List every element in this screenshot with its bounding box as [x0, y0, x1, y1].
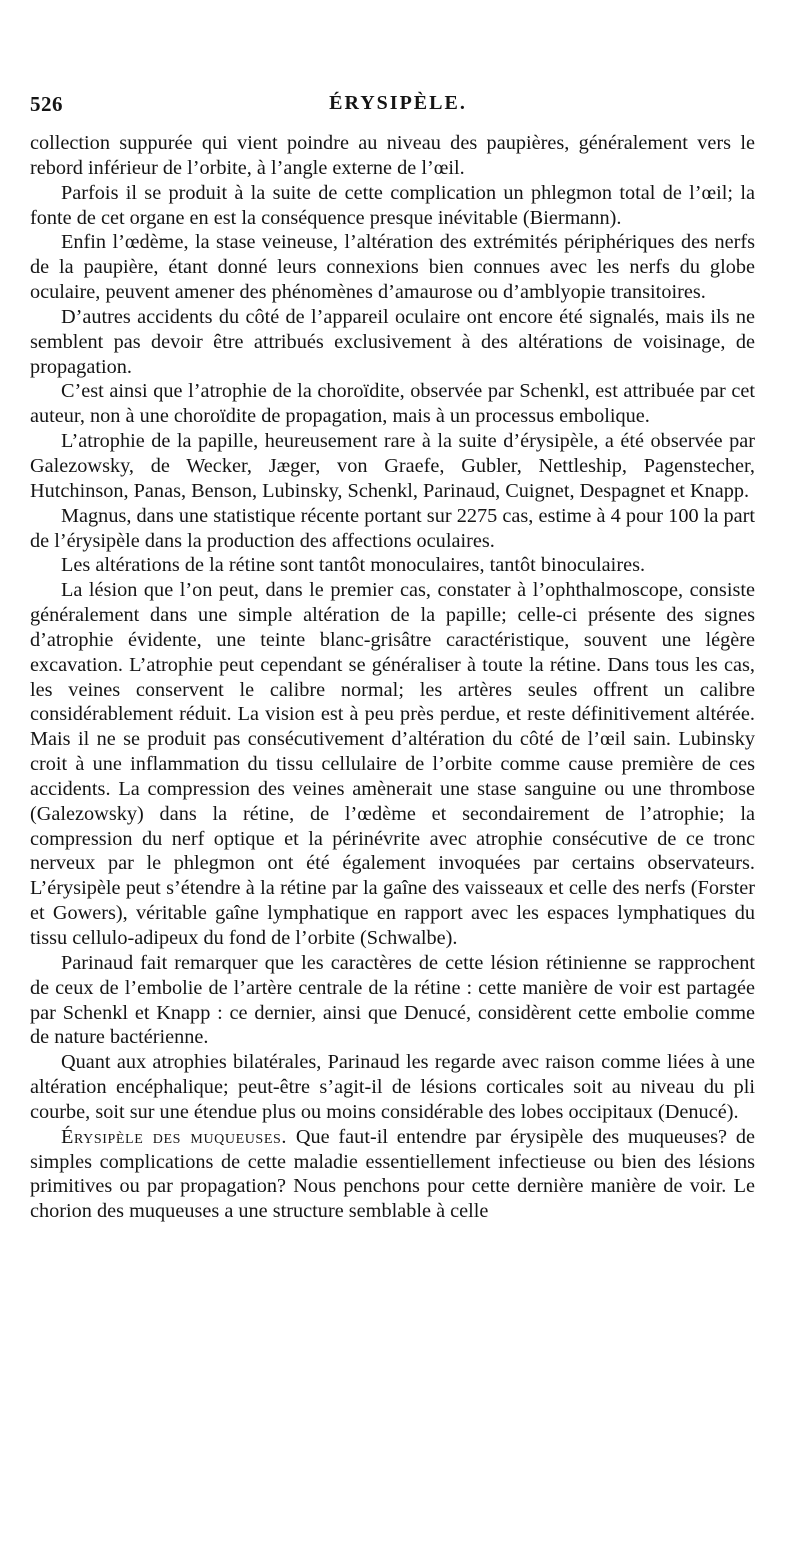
paragraph: Enfin l’œdème, la stase veineuse, l’altération des extrémités périphériques des nerfs de la paupière, étant donné leurs connexions bien connues avec les nerfs du globe oculaire, peuvent amener des phénomènes d’amaurose ou d’amblyopie transitoires. — [30, 231, 755, 304]
paragraph: Quant aux atrophies bilatérales, Parinaud les regarde avec raison comme liées à une altération encéphalique; peut-être s’agit-il de lésions corticales soit au niveau du pli courbe, soit sur une étendue plus ou moins considérable des lobes occipitaux (Denucé). — [30, 1051, 755, 1123]
section-text: Que faut-il entendre par érysipèle des muqueuses? de simples complications de cette maladie essentiellement infectieuse ou bien des lésions primitives ou par propagation? Nous penchons pour cette dernière manière de voir. Le chorion des muqueuses a une structure semblable à celle — [30, 1125, 755, 1223]
body-text — [30, 131, 755, 1224]
paragraph: D’autres accidents du côté de l’appareil oculaire ont encore été signalés, mais ils ne semblent pas devoir être attribués exclusivement à des altérations de voisinage, de propagation. — [30, 305, 755, 378]
paragraph-continued: collection suppurée qui vient poindre au niveau des paupières, généralement vers le rebord inférieur de l’orbite, à l’angle externe de l’œil. — [30, 132, 755, 179]
section-heading: Érysipèle des muqueuses. — [61, 1125, 288, 1148]
section-paragraph — [30, 1125, 755, 1224]
running-title: ÉRYSIPÈLE. — [329, 92, 467, 114]
paragraph: C’est ainsi que l’atrophie de la choroïdite, observée par Schenkl, est attribuée par cet auteur, non à une choroïdite de propagation, mais à un processus embolique. — [30, 380, 755, 428]
paragraph: L’atrophie de la papille, heureusement rare à la suite d’érysipèle, a été observée par Galezowsky, de Wecker, Jæger, von Graefe, Gubler, Nettleship, Pagenstecher, Hutchinson, Panas, Benson, Lubinsky, Schenkl, Parinaud, Cuignet, Despagnet et Knapp. — [30, 430, 755, 502]
paragraph: Magnus, dans une statistique récente portant sur 2275 cas, estime à 4 pour 100 la part de l’érysipèle dans la production des affections oculaires. — [30, 504, 755, 552]
page-header — [30, 92, 766, 126]
page-number: 526 — [30, 92, 63, 116]
paragraph: Parinaud fait remarquer que les caractères de cette lésion rétinienne se rapprochent de ceux de l’embolie de l’artère centrale de la rétine : cette manière de voir est partagée par Schenkl et Knapp : ce dernier, ainsi que Denucé, considèrent cette embolie comme de nature bactérienne. — [30, 951, 755, 1049]
paragraph: Les altérations de la rétine sont tantôt monoculaires, tantôt binoculaires. — [61, 554, 646, 577]
paragraph: Parfois il se produit à la suite de cette complication un phlegmon total de l’œil; la fonte de cet organe en est la conséquence presque inévitable (Biermann). — [30, 181, 755, 229]
paragraph: La lésion que l’on peut, dans le premier cas, constater à l’ophthalmoscope, consiste généralement dans une simple altération de la papille; celle-ci présente des signes d’atrophie évidente, une teinte blanc-grisâtre caractéristique, souvent une légère excavation. L’atrophie peut cependant se généraliser à toute la rétine. Dans tous les cas, les veines conservent le calibre normal; les artères seules offrent un calibre considérablement réduit. La vision est à peu près perdue, et reste définitivement altérée. Mais il ne se produit pas consécutivement d’altération du côté de l’œil sain. Lubinsky croit à une inflammation du tissu cellulaire de l’orbite comme cause première de ces accidents. La compression des veines amènerait une stase sanguine ou une thrombose (Galezowsky) dans la rétine, de l’œdème et secondairement de l’atrophie; la compression du nerf optique et la périnévrite avec atrophie consécutive de ce tronc nerveux par le phlegmon ont été également invoquées par certains observateurs. L’érysipèle peut s’étendre à la rétine par la gaîne des vaisseaux et celle des nerfs (Forster et Gowers), véritable gaîne lymphatique en rapport avec les espaces lymphatiques du tissu cellulo-adipeux du fond de l’orbite (Schwalbe). — [30, 579, 755, 949]
